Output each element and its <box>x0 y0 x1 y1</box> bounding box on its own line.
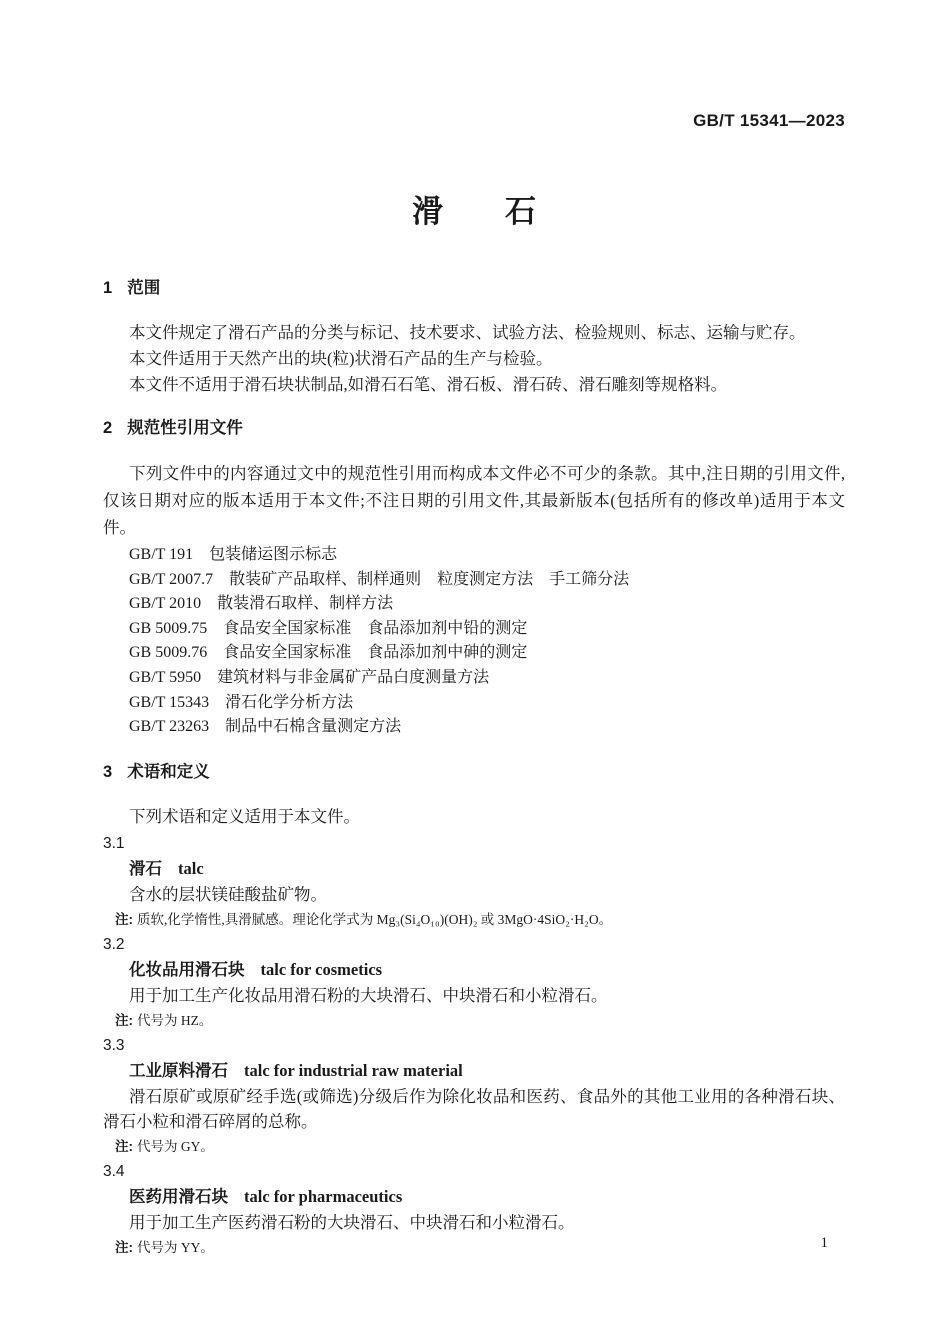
normative-references-list <box>103 543 845 740</box>
term-3-2-name-zh: 化妆品用滑石块 <box>129 960 245 979</box>
term-3-3-name-en: talc for industrial raw material <box>244 1060 463 1080</box>
term-3-3 <box>103 1034 845 1158</box>
reference-item-7: GB/T 15343 滑石化学分析方法 <box>129 693 354 711</box>
section-1-heading <box>103 276 845 300</box>
reference-item-4: GB 5009.75 食品安全国家标准 食品添加剂中铅的测定 <box>129 619 528 637</box>
scope-paragraph-2: 本文件适用于天然产出的块(粒)状滑石产品的生产与检验。 <box>129 349 553 368</box>
term-3-4-definition: 用于加工生产医药滑石粉的大块滑石、中块滑石和小粒滑石。 <box>129 1212 575 1232</box>
section-2-number: 2 <box>103 419 113 437</box>
section-1-title: 范围 <box>127 279 161 297</box>
term-3-2-note-label: 注: <box>115 1012 133 1028</box>
section-3-title: 术语和定义 <box>127 762 210 781</box>
document-title: 滑 石 <box>412 194 536 229</box>
term-3-2-name-en: talc for cosmetics <box>260 959 383 979</box>
term-3-4-name-zh: 医药用滑石块 <box>129 1187 228 1206</box>
reference-item-1: GB/T 191 包装储运图示标志 <box>129 546 338 563</box>
term-3-1-note-text: 质软,化学惰性,具滑腻感。理论化学式为 Mg₃(Si₄O₁₀)(OH)₂ 或 3MgO·4SiO₂·H₂O。 <box>137 911 613 927</box>
term-3-4-note-text: 代号为 YY。 <box>137 1239 214 1255</box>
term-3-4-name <box>103 1184 845 1210</box>
term-3-3-name <box>103 1058 845 1084</box>
reference-item-3: GB/T 2010 散装滑石取样、制样方法 <box>129 595 394 613</box>
normative-refs-intro: 下列文件中的内容通过文中的规范性引用而构成本文件必不可少的条款。其中,注日期的引用文件,仅该日期对应的版本适用于本文件;不注日期的引用文件,其最新版本(包括所有的修改单)适用于本文件。 <box>103 464 845 537</box>
scope-paragraph-3: 本文件不适用于滑石块状制品,如滑石石笔、滑石板、滑石砖、滑石雕刻等规格料。 <box>129 375 728 394</box>
section-3-heading <box>103 760 845 784</box>
term-3-2-note-text: 代号为 HZ。 <box>137 1012 213 1028</box>
term-3-2-note <box>103 1010 845 1032</box>
term-3-4-note-label: 注: <box>115 1239 133 1255</box>
term-3-1-name-en: talc <box>178 858 204 878</box>
term-3-1-definition: 含水的层状镁硅酸盐矿物。 <box>129 884 327 904</box>
term-3-4-name-en: talc for pharmaceutics <box>244 1186 403 1206</box>
term-3-1-note-label: 注: <box>115 911 133 927</box>
term-3-3-definition: 滑石原矿或原矿经手选(或筛选)分级后作为除化妆品和医药、食品外的其他工业用的各种滑石块、滑石小粒和滑石碎屑的总称。 <box>103 1086 845 1131</box>
term-3-3-number: 3.3 <box>103 1036 125 1054</box>
section-2-title: 规范性引用文件 <box>127 419 243 437</box>
section-3-number: 3 <box>103 762 113 781</box>
term-3-1-name <box>103 856 845 882</box>
term-3-1-number: 3.1 <box>103 834 125 852</box>
term-3-3-note <box>103 1136 845 1158</box>
term-3-2-definition: 用于加工生产化妆品用滑石粉的大块滑石、中块滑石和小粒滑石。 <box>129 985 608 1005</box>
term-3-4-number: 3.4 <box>103 1162 125 1180</box>
term-3-4 <box>103 1160 845 1259</box>
term-3-3-name-zh: 工业原料滑石 <box>129 1061 228 1080</box>
reference-item-5: GB 5009.76 食品安全国家标准 食品添加剂中砷的测定 <box>129 644 528 662</box>
page-number: 1 <box>820 1235 828 1251</box>
reference-item-6: GB/T 5950 建筑材料与非金属矿产品白度测量方法 <box>129 668 490 686</box>
term-3-2-name <box>103 957 845 983</box>
section-2-heading <box>103 416 845 440</box>
term-3-3-note-label: 注: <box>115 1138 133 1154</box>
scope-paragraph-1: 本文件规定了滑石产品的分类与标记、技术要求、试验方法、检验规则、标志、运输与贮存。 <box>129 323 806 342</box>
standard-number: GB/T 15341—2023 <box>693 111 845 130</box>
term-3-2-number: 3.2 <box>103 935 125 953</box>
term-3-1 <box>103 832 845 931</box>
reference-item-8: GB/T 23263 制品中石棉含量测定方法 <box>129 718 402 736</box>
reference-item-2: GB/T 2007.7 散装矿产品取样、制样通则 粒度测定方法 手工筛分法 <box>129 570 630 588</box>
section-1-number: 1 <box>103 279 113 297</box>
term-3-1-name-zh: 滑石 <box>129 859 162 878</box>
term-3-4-note <box>103 1237 845 1259</box>
term-3-1-note <box>103 909 845 931</box>
term-3-3-note-text: 代号为 GY。 <box>137 1138 214 1154</box>
term-3-2 <box>103 933 845 1032</box>
terms-intro: 下列术语和定义适用于本文件。 <box>129 806 360 826</box>
